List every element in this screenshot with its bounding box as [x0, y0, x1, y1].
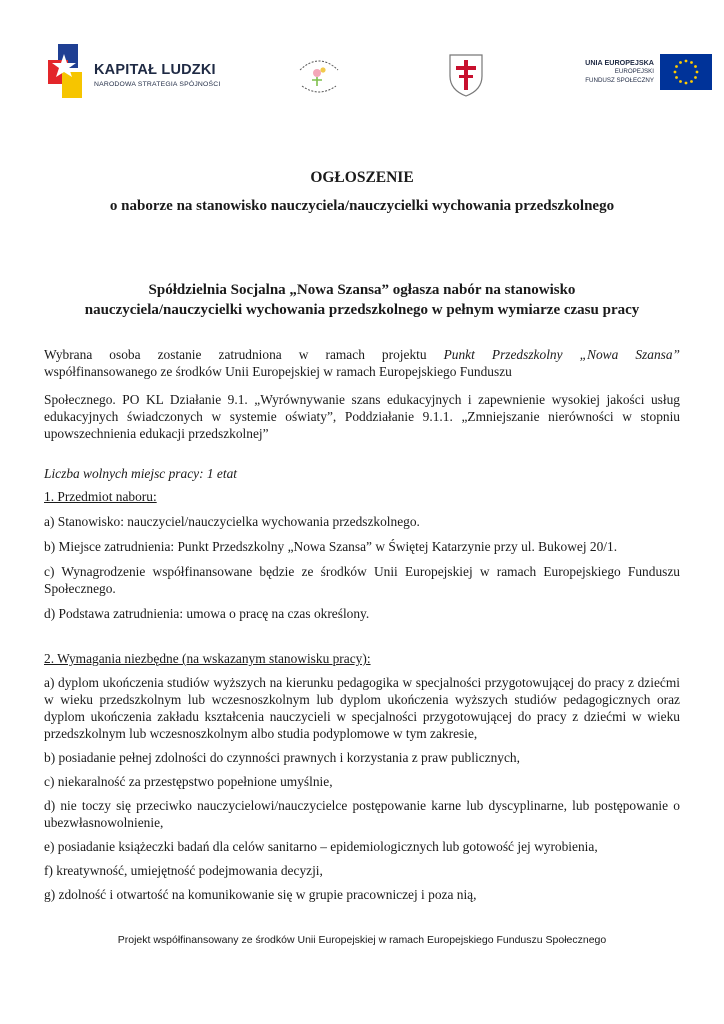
eu-name: UNIA EUROPEJSKA [585, 58, 654, 67]
intro-paragraph-1 [44, 346, 680, 363]
intro-paragraph-1b: współfinansowanego ze środków Unii Europejskiej w ramach Europejskiego Funduszu [44, 364, 512, 379]
kapital-ludzki-subtitle: NARODOWA STRATEGIA SPÓJNOŚCI [94, 81, 221, 88]
section-2-item-c: c) niekaralność za przestępstwo popełnione umyślnie, [44, 774, 333, 789]
section-1-item-d: d) Podstawa zatrudnienia: umowa o pracę na czas określony. [44, 606, 370, 621]
section-2-item-f: f) kreatywność, umiejętność podejmowania decyzji, [44, 863, 323, 878]
section-2-item-d: d) nie toczy się przeciwko nauczycielowi/nauczycielce postępowanie karne lub dyscyplinarne, lub postępowanie o ubezwłasnowolnienie, [44, 798, 680, 830]
kapital-ludzki-star-icon [44, 42, 90, 100]
section-2-heading: 2. Wymagania niezbędne (na wskazanym stanowisku pracy): [44, 651, 371, 666]
section-1-item-a: a) Stanowisko: nauczyciel/nauczycielka wychowania przedszkolnego. [44, 514, 420, 529]
lead-line-2: nauczyciela/nauczycielki wychowania przedszkolnego w pełnym wymiarze czasu pracy [84, 302, 640, 318]
section-2-item-b: b) posiadanie pełnej zdolności do czynności prawnych i korzystania z praw publicznych, [44, 750, 520, 765]
section-2-item-e: e) posiadanie książeczki badań dla celów sanitarno – epidemiologicznych lub gotowość jej wyrobienia, [44, 839, 598, 854]
page-footer: Projekt współfinansowany ze środków Unii Europejskiej w ramach Europejskiego Funduszu Społecznego [117, 934, 607, 946]
document-subtitle: o naborze na stanowisko nauczyciela/nauczycielki wychowania przedszkolnego [109, 198, 615, 214]
intro-text-a: Wybrana osoba zostanie zatrudniona w ramach projektu [44, 347, 444, 362]
section-1-item-c: c) Wynagrodzenie współfinansowane będzie ze środków Unii Europejskiej w ramach Europejskiego Funduszu Społecznego. [44, 564, 680, 596]
eu-flag-icon [660, 54, 712, 90]
section-1-heading: 1. Przedmiot naboru: [44, 489, 157, 504]
lead-line-1: Spółdzielnia Socjalna „Nowa Szansa” ogłasza nabór na stanowisko [148, 282, 576, 298]
eu-fund-line2: FUNDUSZ SPOŁECZNY [585, 77, 654, 84]
lead-heading [44, 280, 680, 320]
section-1-item-b: b) Miejsce zatrudnienia: Punkt Przedszkolny „Nowa Szansa” w Świętej Katarzynie przy ul. Bukowej 20/1. [44, 539, 618, 554]
project-name: Punkt Przedszkolny „Nowa Szansa” [443, 347, 680, 362]
municipal-crest-icon [446, 52, 486, 98]
document-title: OGŁOSZENIE [310, 169, 414, 186]
section-2-item-a: a) dyplom ukończenia studiów wyższych na kierunku pedagogika w specjalności przygotowującej do pracy z dziećmi w wieku przedszkolnym lub wczesnoszkolnym lub dyplom ukończenia wyższych studiów pedagogicznych oraz dyplom ukończenia zakładu kształcenia nauczycieli w specjalności przygotowującej do pracy z dziećmi w wieku przedszkolnym lub wczesnoszkolnym albo studia podyplomowe w tym zakresie, [44, 675, 680, 741]
announcement-body [44, 168, 680, 903]
cooperative-logo-icon [290, 50, 348, 100]
section-2-item-g: g) zdolność i otwartość na komunikowanie się w grupie pracowniczej i poza nią, [44, 887, 477, 902]
eu-logo [582, 54, 718, 92]
kapital-ludzki-title: KAPITAŁ LUDZKI [94, 62, 216, 78]
intro-paragraph-2: Społecznego. PO KL Działanie 9.1. „Wyrównywanie szans edukacyjnych i zapewnienie wysokiej jakości usług edukacyjnych świadczonych w systemie oświaty”, Poddziałanie 9.1.1. „Zmniejszanie nierówności w stopniu upowszechnienia edukacji przedszkolnej” [44, 392, 680, 441]
eu-fund-line1: EUROPEJSKI [614, 68, 654, 75]
kapital-ludzki-logo [44, 42, 234, 102]
vacancies-line: Liczba wolnych miejsc pracy: 1 etat [44, 466, 238, 481]
logo-header [0, 0, 724, 110]
